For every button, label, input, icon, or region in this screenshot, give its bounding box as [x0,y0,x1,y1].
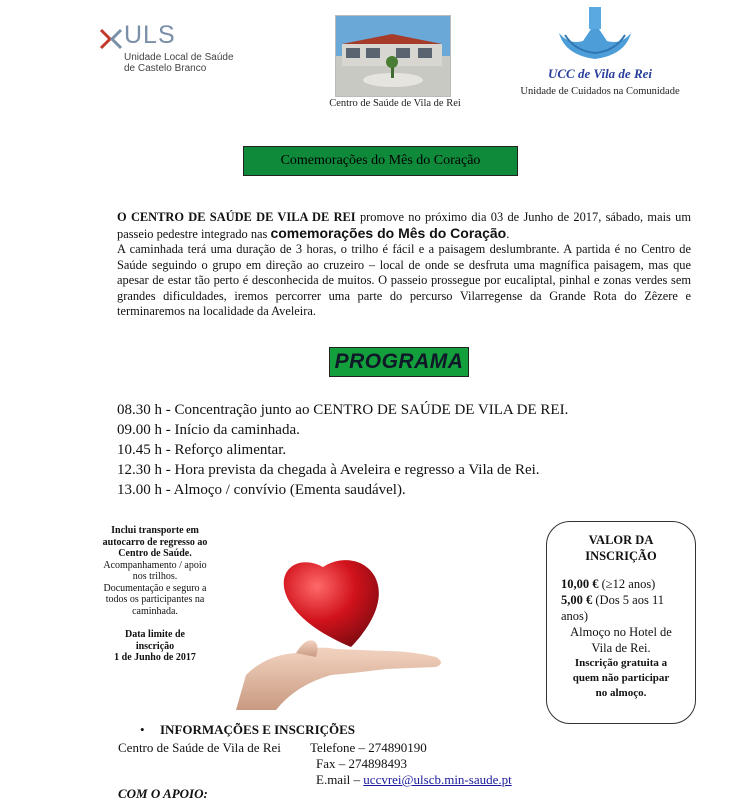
intro-highlight: comemorações do Mês do Coração [270,224,507,241]
price-child-value: 5,00 € [561,593,593,607]
deadline-line: Data limite de [125,629,185,640]
free-note: quem não participar [572,672,670,684]
intro-body: A caminhada terá uma duração de 3 horas, o trilho é fácil e a paisagem deslumbrante. A partida é no Centro de Saúde seguindo o grupo em direção ao cruzeiro – local de onde se desfruta uma magnífica paisagem, mas que apesar de estar tão perto é desconhecida de muitos. O passeio prossegue por eucaliptal, pinhal e zonas verdes sem grandes dificuldades, iremos percorrer uma parte do percurso Vilarregense da Grande Rota do Zêzere e terminaremos na localidade da Aveleira. [117,242,691,318]
insurance-line: Documentação e seguro a [103,582,207,594]
uls-subtitle-line2: de Castelo Branco [124,63,207,74]
title-banner [243,146,518,176]
insurance-line: caminhada. [132,605,178,617]
price-title: INSCRIÇÃO [585,549,657,563]
included-services [90,525,220,664]
programa-banner [329,347,469,377]
schedule-item: 10.45 h - Reforço alimentar. [117,442,287,458]
accompaniment-line: Acompanhamento / apoio [103,559,207,571]
price-child-label: (Dos 5 aos 11 anos) [561,593,665,623]
schedule-item: 09.00 h - Início da caminhada. [117,422,300,438]
uls-subtitle [124,52,234,74]
transport-line: Centro de Saúde. [118,548,192,559]
ucc-hands-logo [555,5,635,65]
intro-paragraph [117,210,691,320]
price-adult-label: (≥12 anos) [598,577,656,591]
contacts-fax: Fax – 274898493 [316,756,407,771]
contacts-place: Centro de Saúde de Vila de Rei [118,740,281,755]
heart-in-hand-image [236,545,446,715]
price-title: VALOR DA [588,533,654,547]
free-note: Inscrição gratuita a [574,657,668,669]
hands-icon [555,5,635,65]
deadline-line: 1 de Junho de 2017 [114,652,196,663]
contacts-phone: Telefone – 274890190 [310,740,427,755]
contacts-email-row [316,772,512,788]
programa-title: PROGRAMA [334,350,464,373]
lunch-note: Almoço no Hotel de Vila de Rei. [570,625,672,655]
schedule-item: 13.00 h - Almoço / convívio (Ementa saudável). [117,482,406,498]
heart-icon [236,545,446,715]
intro-lead-rest: promove no próximo dia 03 de Junho de 2017, sábado, mais um passeio pedestre integrado nas [117,210,691,241]
transport-line: Inclui transporte em [111,525,199,536]
email-link[interactable]: uccvrei@ulscb.min-saude.pt [363,772,512,787]
ucc-subtitle: Unidade de Cuidados na Comunidade [520,86,680,97]
ucc-title: UCC de Vila de Rei [548,66,652,81]
free-note: no almoço. [595,687,647,699]
uls-logo-text: ULS [124,21,176,49]
health-center-photo [335,15,451,97]
deadline-line: inscrição [135,640,175,652]
uls-mark-icon [98,26,124,52]
contacts-section [140,722,560,738]
banner-title: Comemorações do Mês do Coração [280,153,481,168]
price-adult-value: 10,00 € [561,577,599,591]
uls-logo [98,21,234,76]
email-label: E.mail – [316,772,364,787]
price-child [547,592,695,624]
schedule-item: 12.30 h - Hora prevista da chegada à Aveleira e regresso a Vila de Rei. [117,462,540,478]
insurance-line: todos os participantes na [105,594,205,605]
schedule-item: 08.30 h - Concentração junto ao CENTRO DE SAÚDE DE VILA DE REI. [117,402,569,418]
bullet: • [140,722,145,737]
intro-period: . [506,226,510,241]
price-adult [547,576,695,592]
schedule-list [117,400,677,500]
price-box [546,521,696,724]
transport-line: autocarro de regresso ao [102,536,208,548]
support-heading: COM O APOIO: [118,786,208,801]
uls-subtitle-line1: Unidade Local de Saúde [124,52,234,63]
contacts-header: INFORMAÇÕES E INSCRIÇÕES [160,722,356,737]
photo-caption: Centro de Saúde de Vila de Rei [329,98,461,109]
accompaniment-line: nos trilhos. [132,571,178,582]
intro-lead: O CENTRO DE SAÚDE DE VILA DE REI [117,210,356,224]
